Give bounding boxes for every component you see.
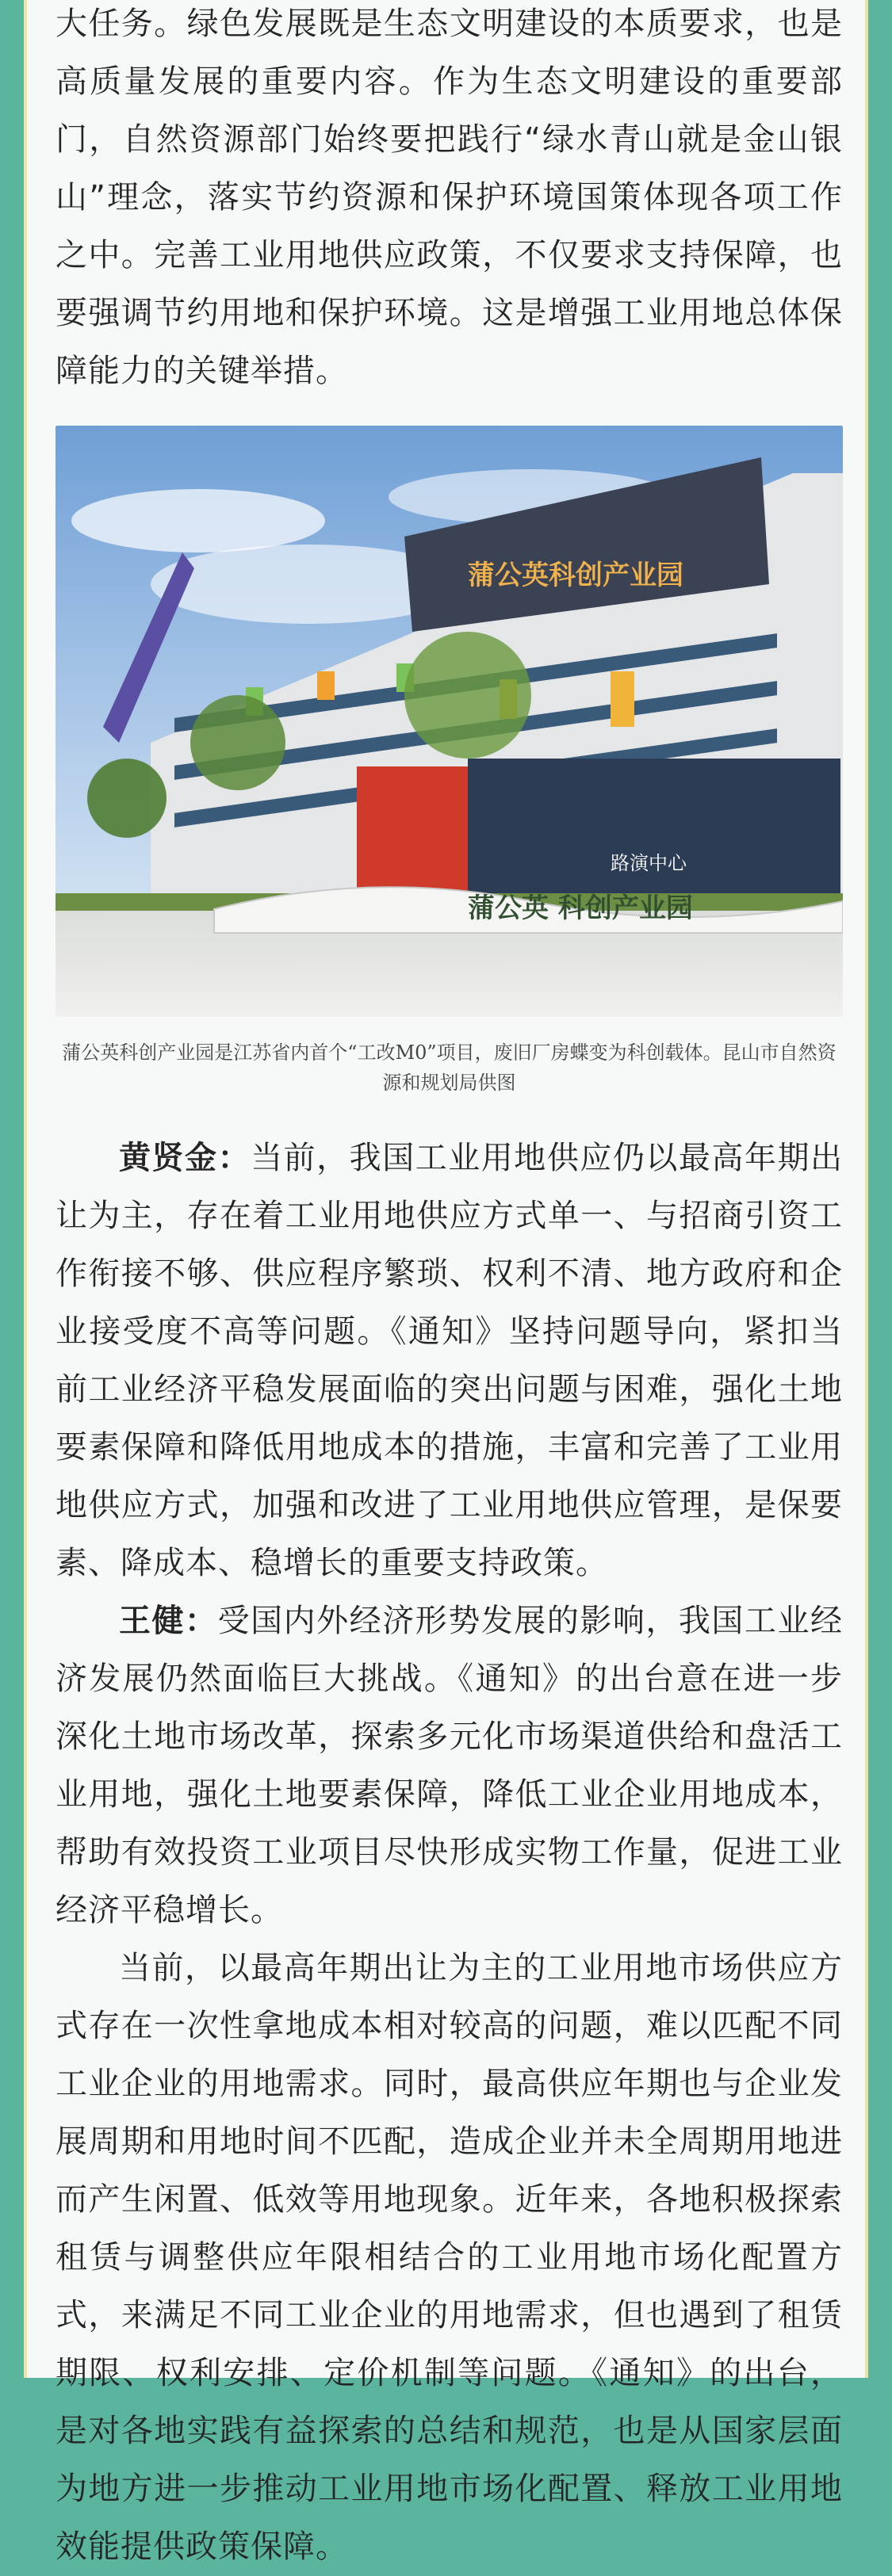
- industrial-park-photo: [56, 426, 843, 1017]
- article-panel: [24, 0, 868, 2565]
- ground-sign: 蒲公英 科创产业园: [468, 892, 693, 924]
- paragraph-text: 当前，我国工业用地供应仍以最高年期出让为主，存在着工业用地供应方式单一、与招商引资工作衔接不够、供应程序繁琐、权利不清、地方政府和企业接受度不高等问题。《通知》坚持问题导向，紧扣当前工业经济平稳发展面临的突出问题与困难，强化土地要素保障和降低用地成本的措施，丰富和完善了工业用地供应方式，加强和改进了工业用地供应管理，是保要素、降成本、稳增长的重要支持政策。: [56, 1140, 844, 1581]
- intro-paragraph: 大任务。绿色发展既是生态文明建设的本质要求，也是高质量发展的重要内容。作为生态文明建设的重要部门，自然资源部门始终要把践行“绿水青山就是金山银山”理念，落实节约资源和保护环境国策体现各项工作之中。完善工业用地供应政策，不仅要求支持保障，也要强调节约用地和保护环境。这是增强工业用地总体保障能力的关键举措。: [56, 6, 843, 389]
- article-photo: [56, 426, 843, 1017]
- roadshow-sign: 路演中心: [611, 852, 687, 874]
- speaker-name: 王健：: [119, 1603, 218, 1639]
- paragraph-text: 受国内外经济形势发展的影响，我国工业经济发展仍然面临巨大挑战。《通知》的出台意在进一步深化土地市场改革，探索多元化市场渠道供给和盘活工业用地，强化土地要素保障，降低工业企业用地成本，帮助有效投资工业项目尽快形成实物工作量，促进工业经济平稳增长。: [56, 1603, 844, 1928]
- paragraph-continued: [56, 1940, 843, 2576]
- building-sign: 蒲公英科创产业园: [468, 560, 683, 591]
- paragraph-text: 当前，以最高年期出让为主的工业用地市场供应方式存在一次性拿地成本相对较高的问题，难以匹配不同工业企业的用地需求。同时，最高供应年期也与企业发展周期和用地时间不匹配，造成企业并未全周期用地进而产生闲置、低效等用地现象。近年来，各地积极探索租赁与调整供应年限相结合的工业用地市场化配置方式，来满足不同工业企业的用地需求，但也遇到了租赁期限、权利安排、定价机制等问题。《通知》的出台，是对各地实践有益探索的总结和规范，也是从国家层面为地方进一步推动工业用地市场化配置、释放工业用地效能提供政策保障。: [56, 1950, 843, 2565]
- paragraph-wang: [56, 1592, 843, 1940]
- article-content: [56, 0, 843, 2576]
- speaker-name: 黄贤金：: [119, 1140, 251, 1176]
- qa-section: [56, 1129, 843, 2576]
- paragraph-huang: [56, 1129, 843, 1592]
- photo-caption: 蒲公英科创产业园是江苏省内首个“工改M0”项目，废旧厂房蝶变为科创载体。昆山市自然资源和规划局供图: [62, 1041, 836, 1094]
